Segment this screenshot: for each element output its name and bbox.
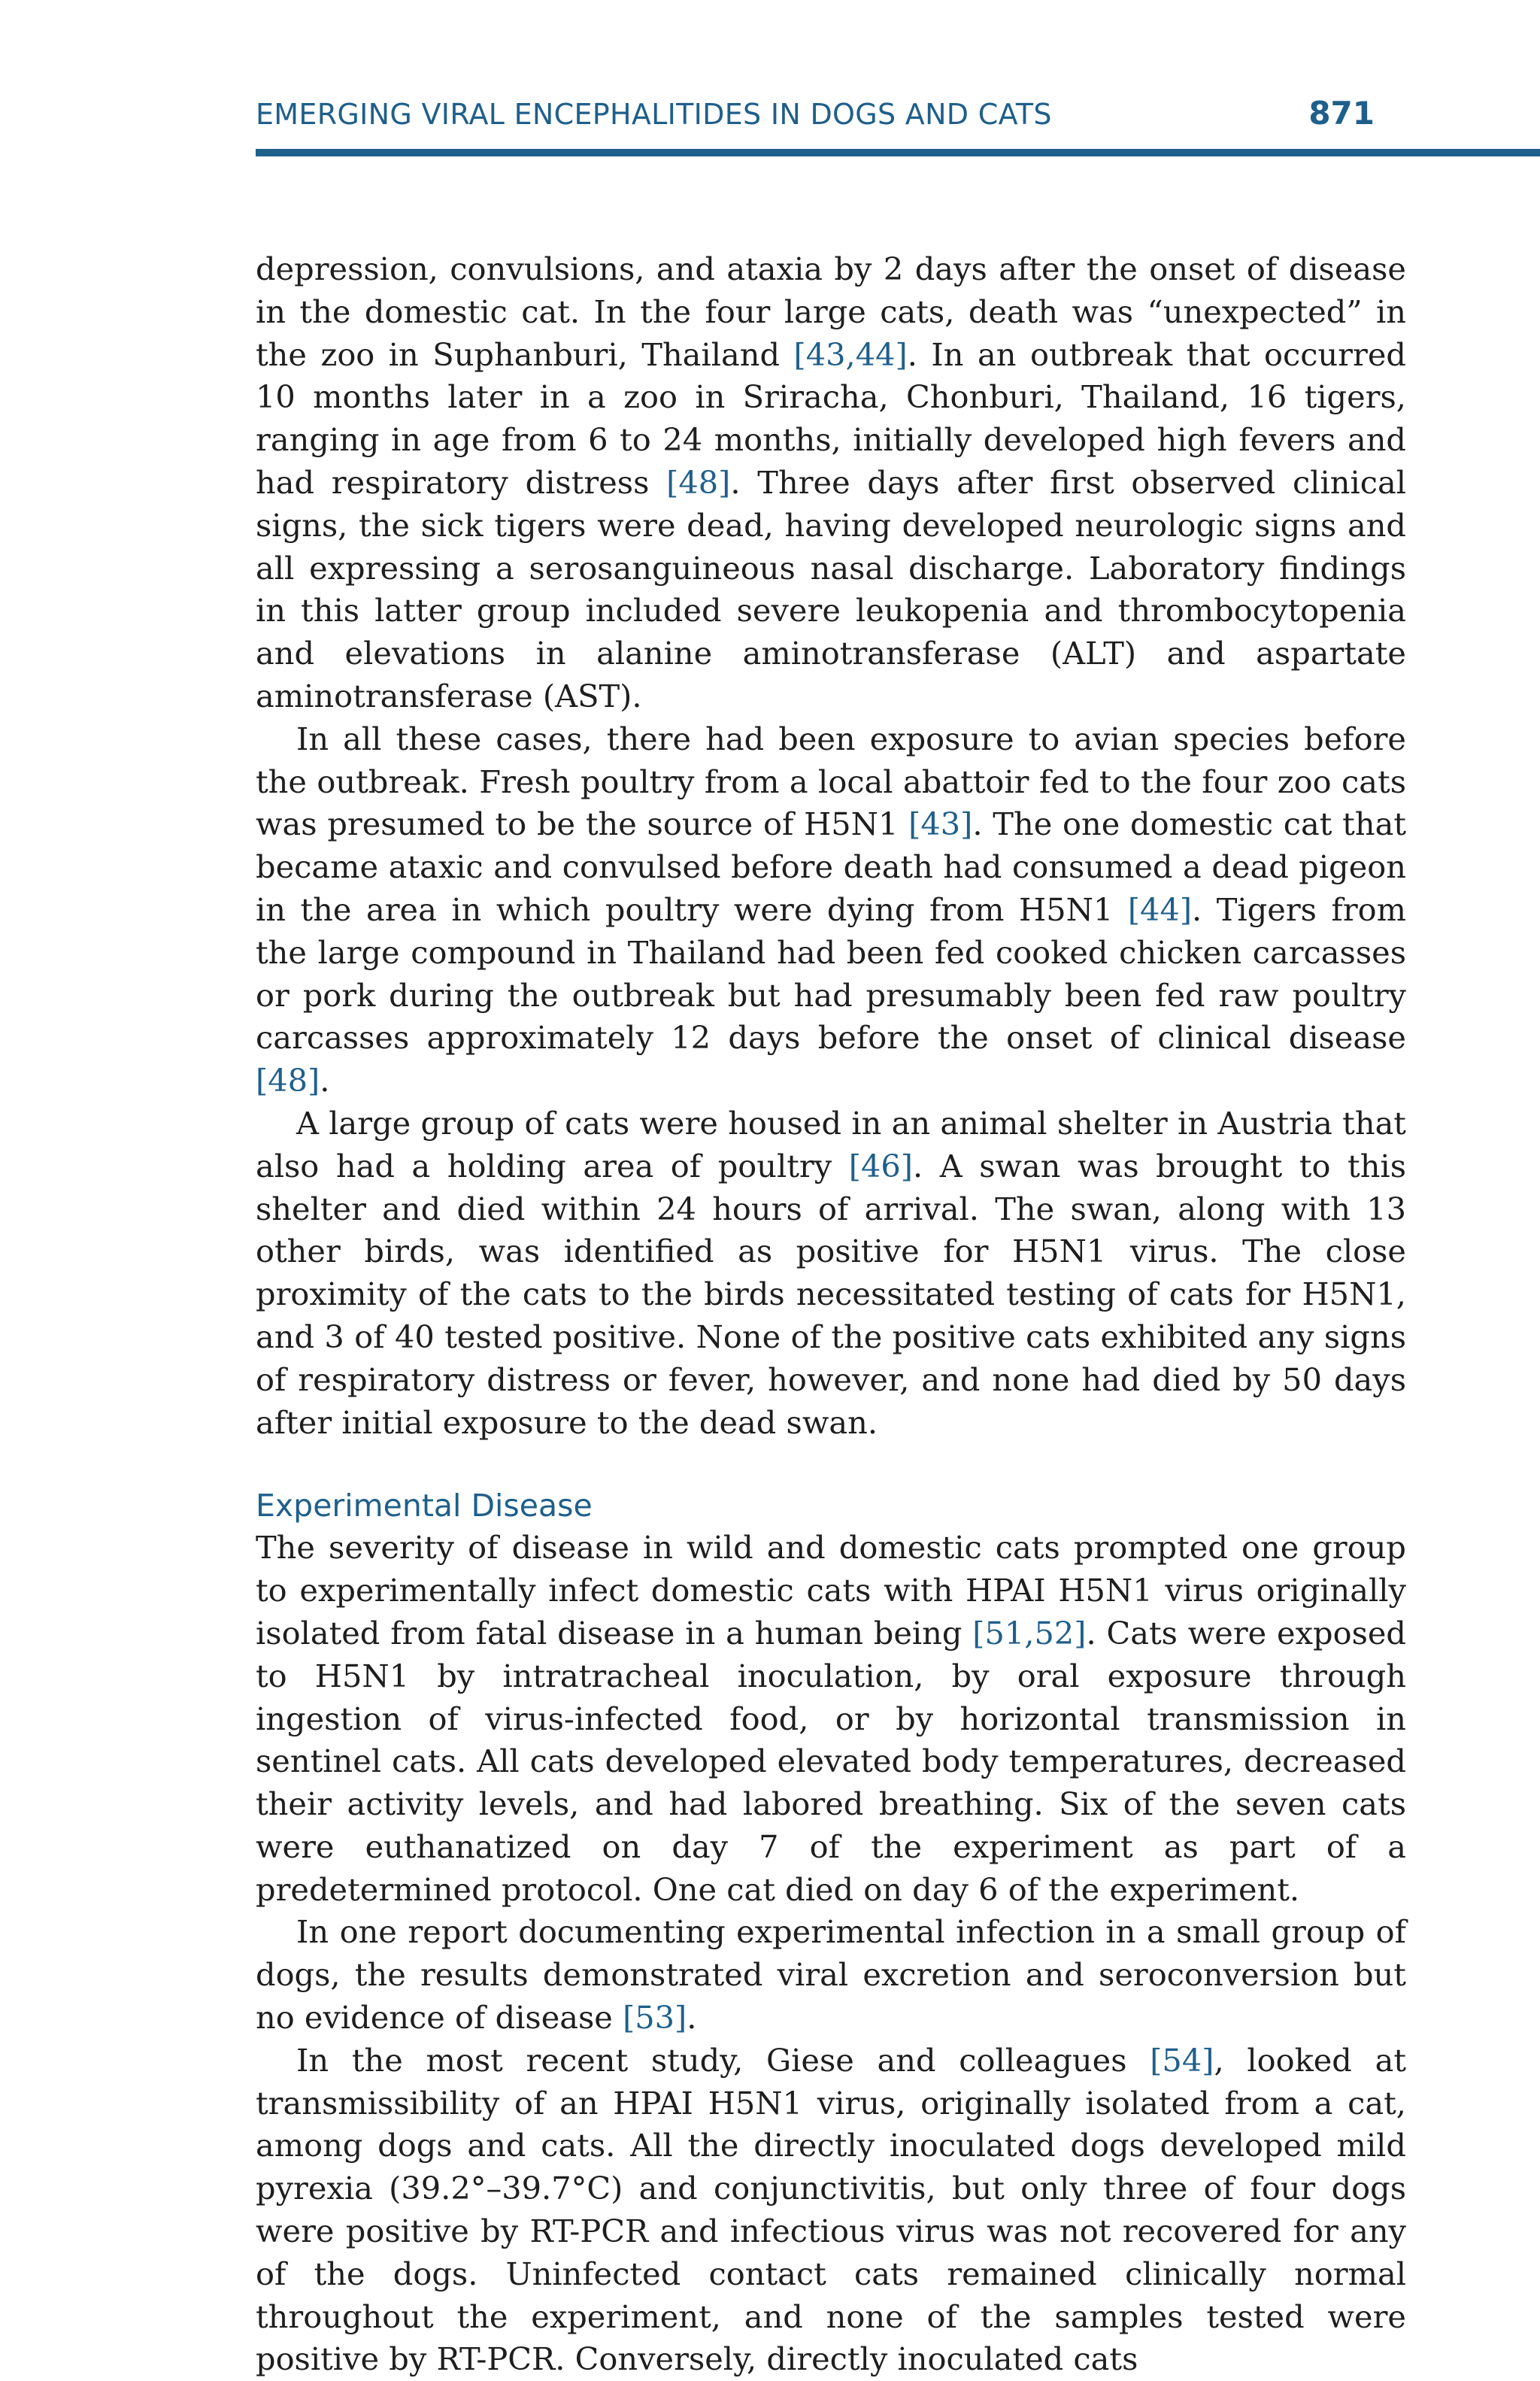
text-run: , looked at transmissibility of an HPAI H5N1 virus, originally isolated from a cat, among dogs and cats. All the directly inoculated dogs developed mild pyrexia (39.2°–39.7°C) and conjunctivitis, but only three of four dogs were positive by RT-PCR and infectious virus was not recovered for any of the dogs. Uninfected contact cats remained clinically normal throughout the experiment, and none of the samples tested were positive by RT-PCR. Conversely, directly inoculated cats	[256, 2041, 1406, 2378]
citation-link[interactable]: [53]	[623, 1999, 687, 2037]
text-run: .	[687, 1999, 697, 2037]
page-header	[256, 89, 1540, 156]
page-number: 871	[1308, 95, 1375, 132]
citation-link[interactable]: [51,52]	[972, 1614, 1087, 1652]
text-run: In all these cases, there had been exposure to avian species before the outbreak. Fresh poultry from a local abattoir fed to the four zoo cats was presumed to be the source of H5N1	[256, 720, 1406, 843]
text-run: . A swan was brought to this shelter and died within 24 hours of arrival. The swan, along with 13 other birds, was identified as positive for H5N1 virus. The close proximity of the cats to the birds necessitated testing of cats for H5N1, and 3 of 40 tested positive. None of the positive cats exhibited any signs of respiratory distress or fever, however, and none had died by 50 days after initial exposure to the dead swan.	[256, 1147, 1406, 1441]
text-run: . Cats were exposed to H5N1 by intratracheal inoculation, by oral exposure through ingestion of virus-infected food, or by horizontal transmission in sentinel cats. All cats developed elevated body temperatures, decreased their activity levels, and had labored breathing. Six of the seven cats were euthanatized on day 7 of the experiment as part of a predetermined protocol. One cat died on day 6 of the experiment.	[256, 1614, 1406, 1908]
citation-link[interactable]: [48]	[256, 1062, 320, 1100]
section-paragraph-2	[256, 1911, 1406, 2039]
text-run: In one report documenting experimental infection in a small group of dogs, the results demonstrated viral excretion and seroconversion but no evidence of disease	[256, 1913, 1406, 2037]
text-run: . The one domestic cat that became ataxic and convulsed before death had consumed a dead pigeon in the area in which poultry were dying from H5N1	[256, 805, 1406, 928]
body-paragraph-1	[256, 248, 1406, 718]
text-run: A large group of cats were housed in an animal shelter in Austria that also had a holding area of poultry	[256, 1104, 1406, 1184]
citation-link[interactable]: [43,44]	[793, 335, 908, 373]
body-paragraph-3	[256, 1103, 1406, 1444]
running-title: EMERGING VIRAL ENCEPHALITIDES IN DOGS AND CATS	[256, 98, 1052, 131]
text-run: . In an outbreak that occurred 10 months later in a zoo in Sriracha, Chonburi, Thailand, 16 tigers, ranging in age from 6 to 24 months, initially developed high fevers and had respiratory distress	[256, 335, 1406, 501]
section-paragraph-1	[256, 1527, 1406, 1911]
text-run: .	[320, 1062, 330, 1100]
citation-link[interactable]: [54]	[1150, 2041, 1214, 2079]
section-heading: Experimental Disease	[256, 1488, 593, 1524]
section-paragraph-3	[256, 2040, 1406, 2381]
text-run: The severity of disease in wild and domestic cats prompted one group to experimentally infect domestic cats with HPAI H5N1 virus originally isolated from fatal disease in a human being	[256, 1529, 1406, 1652]
text-run: depression, convulsions, and ataxia by 2 days after the onset of disease in the domestic cat. In the four large cats, death was “unexpected” in the zoo in Suphanburi, Thailand	[256, 250, 1406, 373]
text-run: . Tigers from the large compound in Thailand had been fed cooked chicken carcasses or pork during the outbreak but had presumably been fed raw poultry carcasses approximately 12 days before the onset of clinical disease	[256, 890, 1407, 1057]
citation-link[interactable]: [44]	[1127, 890, 1193, 928]
text-run: . Three days after first observed clinical signs, the sick tigers were dead, having developed neurologic signs and all expressing a serosanguineous nasal discharge. Laboratory findings in this latter group included severe leukopenia and thrombocytopenia and elevations in alanine aminotransferase (ALT) and aspartate aminotransferase (AST).	[256, 463, 1406, 714]
citation-link[interactable]: [43]	[908, 805, 973, 843]
citation-link[interactable]: [46]	[848, 1147, 913, 1184]
citation-link[interactable]: [48]	[666, 463, 731, 501]
body-paragraph-2	[256, 718, 1406, 1103]
text-run: In the most recent study, Giese and colleagues	[296, 2041, 1150, 2079]
article-body	[256, 248, 1406, 2381]
